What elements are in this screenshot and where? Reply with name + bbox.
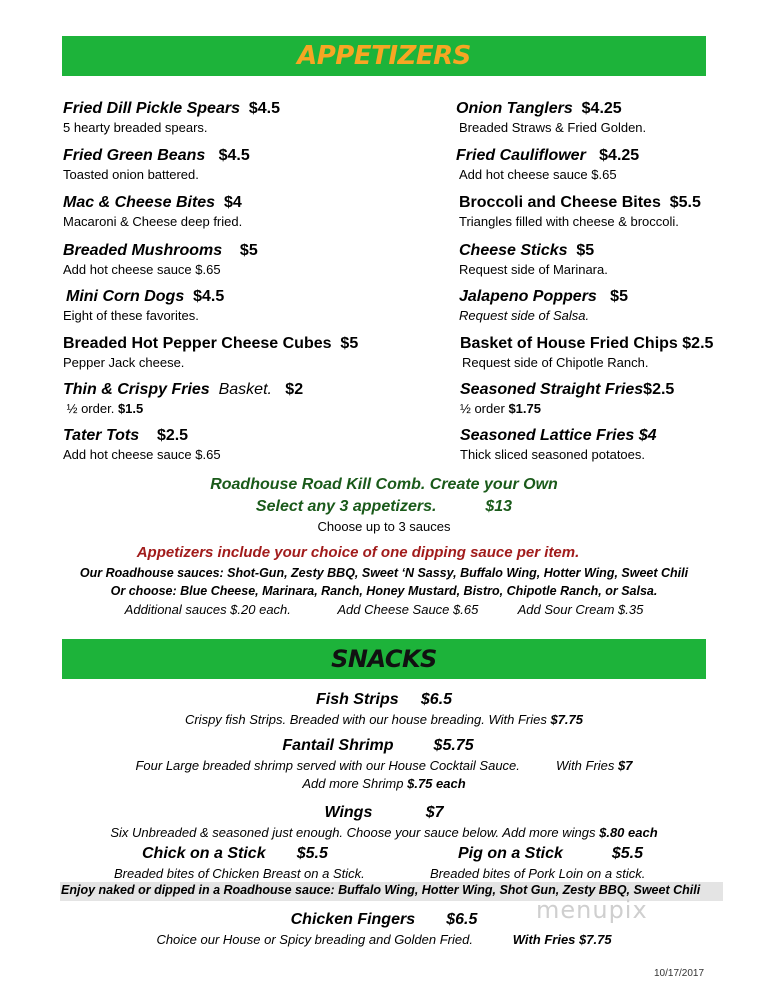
item-desc: Add hot cheese sauce $.65 (459, 167, 617, 182)
sauce-note: Appetizers include your choice of one dipping sauce per item. (136, 544, 580, 561)
item-name: Chicken Fingers (290, 911, 416, 928)
item-name: Fantail Shrimp (282, 737, 394, 754)
chicken-fingers-desc (0, 932, 768, 947)
item-desc: Toasted onion battered. (63, 167, 199, 182)
item-price: $2 (285, 381, 304, 398)
add-more-label: Add more Shrimp (302, 776, 404, 791)
appetizers-title: APPETIZERS (297, 41, 471, 71)
item-price: $4.5 (218, 147, 250, 164)
item-price: $4.25 (581, 100, 622, 117)
menu-item-thin-crispy-fries (63, 380, 303, 418)
menu-item-seasoned-lattice-fries (460, 426, 657, 464)
pig-on-a-stick-desc: Breaded bites of Pork Loin on a stick. (430, 866, 646, 881)
with-fries-price: $7 (618, 758, 633, 773)
item-price: $5.5 (669, 194, 701, 211)
add-more-price: $.75 each (407, 776, 466, 791)
item-name: Broccoli and Cheese Bites (459, 194, 661, 211)
item-desc: Request side of Marinara. (459, 262, 608, 277)
item-name: Thin & Crispy Fries (63, 381, 210, 398)
item-desc: Four Large breaded shrimp served with our House Cocktail Sauce. (135, 758, 520, 773)
pig-on-a-stick-title (458, 845, 643, 863)
item-desc: 5 hearty breaded spears. (63, 120, 208, 135)
wings-desc (0, 825, 768, 840)
menu-item-fried-dill-pickle-spears (63, 99, 280, 137)
item-desc: Macaroni & Cheese deep fried. (63, 214, 243, 229)
sauce-banner: Enjoy naked or dipped in a Roadhouse sauce: Buffalo Wing, Hotter Wing, Shot Gun, Zesty BBQ, Sweet Chili (61, 883, 701, 897)
menu-item-fried-green-beans (63, 146, 250, 184)
item-desc: Breaded Straws & Fried Golden. (459, 120, 647, 135)
item-name: Pig on a Stick (458, 845, 563, 862)
fantail-shrimp-title (0, 737, 762, 755)
item-price: $2.5 (682, 335, 714, 352)
with-fries-label: With Fries (556, 758, 615, 773)
item-price: $7 (425, 804, 444, 821)
extra-additional-sauces: Additional sauces $.20 each. (124, 602, 291, 617)
item-name: Breaded Mushrooms (63, 242, 223, 259)
item-price: $4.5 (248, 100, 280, 117)
item-name: Mac & Cheese Bites (63, 194, 216, 211)
wings-title (0, 804, 768, 822)
menu-item-seasoned-straight-fries (460, 380, 674, 418)
fantail-shrimp-desc (0, 758, 768, 773)
item-name: Jalapeno Poppers (459, 288, 597, 305)
menu-item-mini-corn-dogs (63, 287, 225, 325)
item-name: Chick on a Stick (142, 845, 266, 862)
item-name: Basket of House Fried Chips (460, 335, 678, 352)
item-desc: ½ order. (66, 401, 115, 416)
fish-strips-title (0, 691, 768, 709)
item-price: $5 (576, 242, 595, 259)
item-desc: Choice our House or Spicy breading and Golden Fried. (156, 932, 473, 947)
item-desc: Request side of Salsa. (459, 308, 590, 323)
fantail-shrimp-add-more (0, 776, 768, 791)
item-price: $2.5 (643, 381, 675, 398)
item-name: Onion Tanglers (456, 100, 573, 117)
item-name: Fried Dill Pickle Spears (63, 100, 240, 117)
item-desc: Pepper Jack cheese. (63, 355, 185, 370)
appetizers-banner (62, 36, 706, 76)
item-name: Mini Corn Dogs (66, 288, 185, 305)
item-desc: Add hot cheese sauce $.65 (63, 262, 221, 277)
sauce-extras (0, 602, 768, 617)
menu-item-tater-tots (63, 426, 221, 464)
menu-item-jalapeno-poppers (459, 287, 628, 325)
item-price: $5.75 (433, 737, 474, 754)
watermark-logo: menupix (536, 896, 648, 924)
item-name: Fried Cauliflower (456, 147, 586, 164)
item-name: Seasoned Lattice Fries (460, 427, 635, 444)
chicken-fingers-title (0, 911, 768, 929)
item-desc: Crispy fish Strips. Breaded with our house breading. With Fries (184, 712, 547, 727)
item-name: Seasoned Straight Fries (460, 381, 644, 398)
item-name: Tater Tots (63, 427, 140, 444)
item-name: Breaded Hot Pepper Cheese Cubes (63, 335, 332, 352)
item-name: Wings (324, 804, 373, 821)
item-price: $2.5 (156, 427, 189, 444)
menu-item-cheese-sticks (459, 241, 608, 279)
item-desc: Six Unbreaded & seasoned just enough. Choose your sauce below. Add more wings (110, 825, 596, 840)
combo-line-1: Roadhouse Road Kill Comb. Create your Own (210, 476, 558, 493)
item-price: $5 (340, 335, 359, 352)
item-price: $4.5 (193, 288, 225, 305)
menu-item-broccoli-cheese-bites (459, 193, 701, 231)
sauces-line-2: Or choose: Blue Cheese, Marinara, Ranch, Honey Mustard, Bistro, Chipotle Ranch, or Salsa. (110, 584, 658, 598)
item-price: $4 (638, 427, 657, 444)
chick-on-a-stick-title (142, 845, 328, 863)
combo-select-text: Select any 3 appetizers. (255, 498, 437, 515)
snacks-title: SNACKS (331, 645, 437, 673)
item-price: $6.5 (446, 911, 478, 928)
menu-item-fried-cauliflower (456, 146, 639, 184)
item-desc: Add hot cheese sauce $.65 (63, 447, 221, 462)
snacks-banner (62, 639, 706, 679)
item-desc: Request side of Chipotle Ranch. (462, 355, 649, 370)
menu-item-onion-tanglers (456, 99, 646, 137)
item-desc: Thick sliced seasoned potatoes. (460, 447, 645, 462)
menu-item-breaded-mushrooms (63, 241, 258, 279)
menu-item-hot-pepper-cheese-cubes (63, 334, 358, 372)
menu-item-mac-cheese-bites (63, 193, 242, 231)
sauces-line-1: Our Roadhouse sauces: Shot-Gun, Zesty BBQ, Sweet ‘N Sassy, Buffalo Wing, Hotter Wing, Sweet Chili (79, 566, 689, 580)
item-desc-price: $1.75 (508, 401, 541, 416)
item-desc: Eight of these favorites. (63, 308, 199, 323)
item-price: $5 (610, 288, 628, 305)
with-fries: With Fries $7.75 (512, 932, 612, 947)
item-name: Cheese Sticks (459, 242, 568, 259)
item-name: Fried Green Beans (63, 147, 206, 164)
extra-cheese-sauce: Add Cheese Sauce $.65 (337, 602, 479, 617)
menu-item-house-fried-chips (460, 334, 713, 372)
fish-strips-desc (0, 712, 768, 727)
print-date: 10/17/2017 (654, 968, 705, 979)
item-price: $6.5 (420, 691, 453, 708)
combo-line-2 (0, 498, 768, 516)
extra-sour-cream: Add Sour Cream $.35 (517, 602, 644, 617)
item-desc: Triangles filled with cheese & broccoli. (459, 214, 679, 229)
item-desc-price: $.80 each (599, 825, 658, 840)
item-price: $4 (223, 194, 242, 211)
combo-price: $13 (485, 498, 513, 515)
item-price: $4.25 (599, 147, 640, 164)
item-price: $5.5 (611, 845, 643, 862)
item-desc-price: $7.75 (550, 712, 584, 727)
combo-line-3: Choose up to 3 sauces (317, 519, 451, 534)
item-name: Fish Strips (315, 691, 399, 708)
item-desc-price: $1.5 (117, 401, 144, 416)
item-price: $5.5 (296, 845, 328, 862)
item-note: Basket. (218, 381, 272, 398)
item-desc: ½ order (460, 401, 505, 416)
chick-on-a-stick-desc: Breaded bites of Chicken Breast on a Stick. (114, 866, 365, 881)
item-price: $5 (239, 242, 258, 259)
